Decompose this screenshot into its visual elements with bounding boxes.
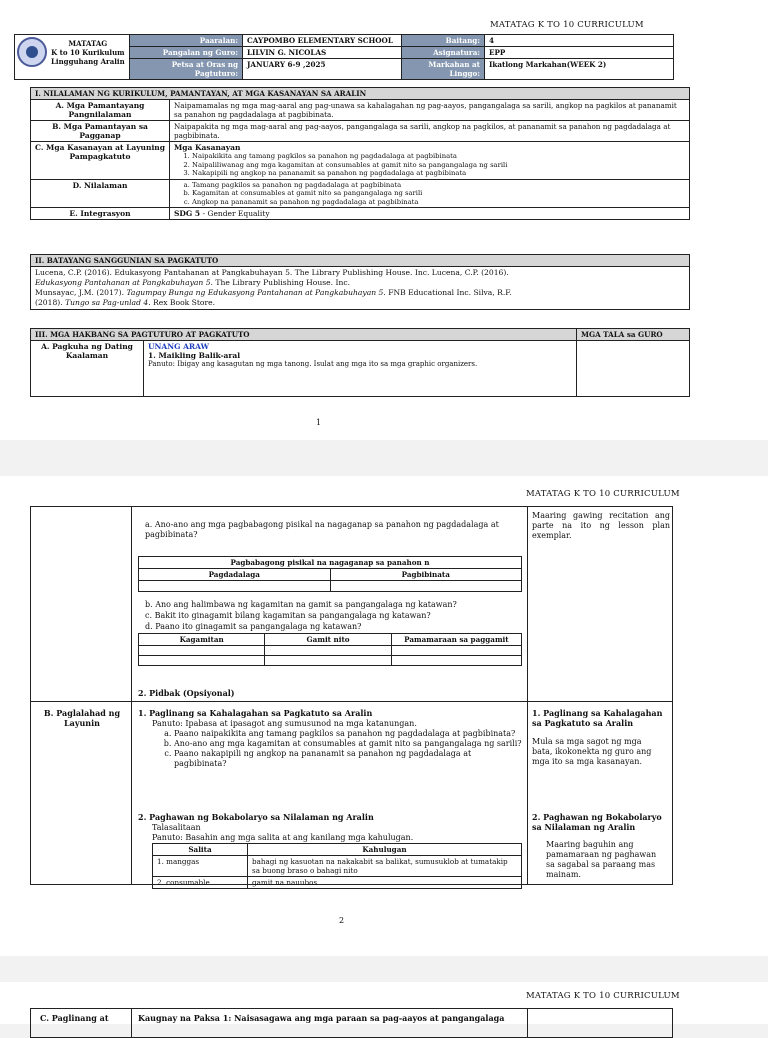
section1-table: [30, 87, 690, 220]
label-petsa: Petsa at Oras ng Pagtuturo:: [130, 59, 243, 80]
label-guro: Pangalan ng Guro:: [130, 47, 243, 59]
b1-instruction: Panuto: Ipabasa at ipasagot ang sumusunod na mga katanungan.: [152, 719, 417, 728]
note-recitation: Maaring gawing recitation ang parte na ito ng lesson plan exemplar.: [532, 511, 670, 540]
integrasyon-cell: [170, 208, 690, 220]
label-markahan: Markahan at Linggo:: [402, 59, 485, 80]
page-3: [0, 982, 768, 1024]
references-cell: [31, 267, 690, 310]
label-paglinang: C. Paglinang at: [40, 1013, 109, 1023]
b1-item: b. Ano-ano ang mga kagamitan at consumables at gamit nito sa pangangalaga ng sarili?: [174, 739, 524, 749]
vocab-word: 2. consumable: [153, 877, 248, 889]
page-2: [0, 476, 768, 956]
b2-instruction: Panuto: Basahin ang mga salita at ang kanilang mga kahulugan.: [152, 833, 414, 842]
label-pamantayan-pagganap: B. Mga Pamantayan sa Pagganap: [31, 121, 170, 142]
deped-seal-icon: [17, 37, 47, 67]
header-table: [14, 34, 674, 80]
label-pamantayang-pangnilalaman: A. Mga Pamantayang Pangnilalaman: [31, 100, 170, 121]
note1-text: Mula sa mga sagot ng mga bata, ikokonekta ng guro ang mga ito sa mga kasanayan.: [532, 737, 652, 766]
vocab-meaning: gamit na nauubos: [248, 877, 522, 889]
vocab-word: 1. manggas: [153, 856, 248, 877]
b1-list: [160, 729, 524, 769]
value-petsa: JANUARY 6-9 ,2025: [243, 59, 402, 80]
vocab-col-kahulugan: Kahulugan: [248, 844, 522, 856]
sdg-text: - Gender Equality: [200, 209, 270, 218]
kasanayan-item: 2. Naipaliliwanag ang mga kagamitan at consumables at gamit nito sa pangangalaga ng sarili: [192, 161, 685, 170]
brand-line1: MATATAG: [68, 38, 108, 48]
reference-line: (2018).: [35, 298, 66, 307]
note2-text: Maaring baguhin ang pamamaraan ng paghawan sa sagabal sa paraang mas mainam.: [546, 840, 657, 879]
note2-title: 2. Paghawan ng Bokabolaryo sa Nilalaman ng Aralin: [532, 812, 662, 832]
col-pagdadalaga: Pagdadalaga: [139, 569, 331, 581]
table-cell: [139, 581, 331, 592]
text-pamantayan-pagganap: Naipapakita ng mga mag-aaral ang pag-aayos, pangangalaga sa sarili, angkop na pagkilos, at pananamit sa panahon ng pagdadalaga at pagbibinata.: [170, 121, 690, 142]
section1-title: I. NILALAMAN NG KURIKULUM, PAMANTAYAN, AT MGA KASANAYAN SA ARALIN: [31, 88, 690, 100]
reference-line: Rex Book Store.: [150, 298, 216, 307]
note1-title: 1. Paglinang sa Kahalagahan sa Pagkatuto sa Aralin: [532, 708, 663, 728]
question-b: b. Ano ang halimbawa ng kagamitan na gamit sa pangangalaga ng katawan?: [145, 600, 457, 609]
label-integrasyon: E. Integrasyon: [31, 208, 170, 220]
nilalaman-item: a. Tamang pagkilos sa panahon ng pagdadalaga at pagbibinata: [192, 181, 685, 190]
label-paaralan: Paaralan:: [130, 35, 243, 47]
b1-item: c. Paano nakapipili ng angkop na pananamit sa panahon ng pagdadalaga at pagbibinata?: [174, 749, 524, 769]
label-nilalaman: D. Nilalaman: [31, 179, 170, 208]
curriculum-label: MATATAG K TO 10 CURRICULUM: [526, 489, 680, 499]
notes-cell: [577, 341, 690, 397]
table-cell: [391, 646, 521, 656]
reference-title: Edukasyong Pantahanan at Pangkabuhayan 5.: [35, 278, 213, 287]
curriculum-label: MATATAG K TO 10 CURRICULUM: [490, 20, 644, 30]
col-pamamaraan: Pamamaraan sa paggamit: [391, 634, 521, 646]
kagamitan-table: [138, 633, 522, 666]
brand-cell: [15, 35, 130, 80]
table-cell: [330, 581, 522, 592]
section2-table: [30, 254, 690, 310]
notes-title: MGA TALA sa GURO: [577, 329, 690, 341]
nilalaman-cell: [170, 179, 690, 208]
kasanayan-item: 1. Naipakikita ang tamang pagkilos sa panahon ng pagdadalaga at pagbibinata: [192, 152, 685, 161]
section3-title: III. MGA HAKBANG SA PAGTUTURO AT PAGKATUTO: [31, 329, 577, 341]
table-cell: [265, 656, 391, 666]
kaugnay-paksa: Kaugnay na Paksa 1: Naisasagawa ang mga paraan sa pag-aayos at pangangalaga: [138, 1013, 505, 1023]
nilalaman-item: c. Angkop na pananamit sa panahon ng pagdadalaga at pagbibinata: [192, 198, 685, 207]
question-d: d. Paano ito ginagamit sa pangangalaga ng katawan?: [145, 622, 362, 631]
table-cell: [139, 656, 265, 666]
nilalaman-item: b. Kagamitan at consumables at gamit nito sa pangangalaga ng sarili: [192, 189, 685, 198]
reference-title: Tagumpay Bunga ng Edukasyong Pantahanan at Pangkabuhayan 5.: [126, 288, 386, 297]
b1-item: a. Paano naipakikita ang tamang pagkilos sa panahon ng pagdadalaga at pagbibinata?: [174, 729, 524, 739]
balik-aral-cell: [144, 341, 577, 397]
reference-line: Munsayac, J.M. (2017).: [35, 288, 127, 297]
sdg-label: SDG 5: [174, 209, 201, 218]
label-baitang: Baitang:: [402, 35, 485, 47]
vocab-col-salita: Salita: [153, 844, 248, 856]
label-pagkuha-dating-kaalaman: A. Pagkuha ng Dating Kaalaman: [31, 341, 144, 397]
reference-line: Lucena, C.P. (2016). Edukasyong Pantahanan at Pangkabuhayan 5. The Library Publishing House. Inc. Lucena, C.P. (2016).: [35, 268, 509, 277]
page-1: [0, 0, 768, 440]
kasanayan-heading: Mga Kasanayan: [174, 143, 241, 152]
reference-title: Tungo sa Pag-unlad 4.: [65, 298, 151, 307]
table-cell: [139, 646, 265, 656]
kasanayan-item: 3. Nakapipili ng angkop na pananamit sa panahon ng pagdadalaga at pagbibinata: [192, 169, 685, 178]
pagbabago-table: [138, 556, 522, 592]
kasanayan-cell: [170, 142, 690, 180]
review-title: 1. Maikling Balik-aral: [148, 351, 241, 360]
pidbak-label: 2. Pidbak (Opsiyonal): [138, 688, 235, 698]
value-paaralan: CAYPOMBO ELEMENTARY SCHOOL: [243, 35, 402, 47]
brand-line3: Lingguhang Aralin: [51, 56, 125, 66]
col-pagbibinata: Pagbibinata: [330, 569, 522, 581]
question-c: c. Bakit ito ginagamit bilang kagamitan sa pangangalaga ng katawan?: [145, 611, 431, 620]
value-guro: LILVIN G. NICOLAS: [243, 47, 402, 59]
value-markahan: Ikatlong Markahan(WEEK 2): [485, 59, 674, 80]
brand-line2: K to 10 Kurikulum: [51, 47, 125, 57]
reference-line: FNB Educational Inc. Silva, R.F.: [385, 288, 512, 297]
page-number: 2: [339, 916, 345, 925]
section3-table: [30, 328, 690, 397]
vocab-meaning: bahagi ng kasuotan na nakakabit sa balikat, sumusuklob at tumatakip sa buong braso o bahagi nito: [248, 856, 522, 877]
reference-line: The Library Publishing House. Inc.: [212, 278, 351, 287]
col-gamit: Gamit nito: [265, 634, 391, 646]
b2-subtitle: Talasalitaan: [152, 823, 201, 832]
section2-title: II. BATAYANG SANGGUNIAN SA PAGKATUTO: [31, 255, 690, 267]
text-pamantayang-pangnilalaman: Naipamamalas ng mga mag-aaral ang pag-unawa sa kahalagahan ng pag-aayos, pangangalaga sa sarili, angkop na pagkilos at pananamit sa panahon ng pagdadalaga at pagbibinata.: [170, 100, 690, 121]
day-label: UNANG ARAW: [148, 342, 210, 351]
value-baitang: 4: [485, 35, 674, 47]
pagbabago-table-title: Pagbabagong pisikal na nagaganap sa panahon n: [139, 557, 522, 569]
curriculum-label: MATATAG K TO 10 CURRICULUM: [526, 991, 680, 1001]
page-number: 1: [316, 418, 322, 427]
table-cell: [265, 646, 391, 656]
b1-title: 1. Paglinang sa Kahalagahan sa Pagkatuto sa Aralin: [138, 708, 373, 718]
label-kasanayan: C. Mga Kasanayan at Layuning Pampagkatuto: [31, 142, 170, 180]
table-cell: [391, 656, 521, 666]
value-asignatura: EPP: [485, 47, 674, 59]
review-instruction: Panuto: Ibigay ang kasagutan ng mga tanong. Isulat ang mga ito sa mga graphic organizers.: [148, 360, 478, 368]
question-a: a. Ano-ano ang mga pagbabagong pisikal na nagaganap sa panahon ng pagdadalaga at pagbibinata?: [145, 520, 499, 539]
col-kagamitan: Kagamitan: [139, 634, 265, 646]
label-asignatura: Asignatura:: [402, 47, 485, 59]
label-paglalahad-layunin: B. Paglalahad ng Layunin: [43, 708, 121, 728]
b2-title: 2. Paghawan ng Bokabolaryo sa Nilalaman ng Aralin: [138, 812, 374, 822]
vocab-table: [152, 843, 522, 889]
